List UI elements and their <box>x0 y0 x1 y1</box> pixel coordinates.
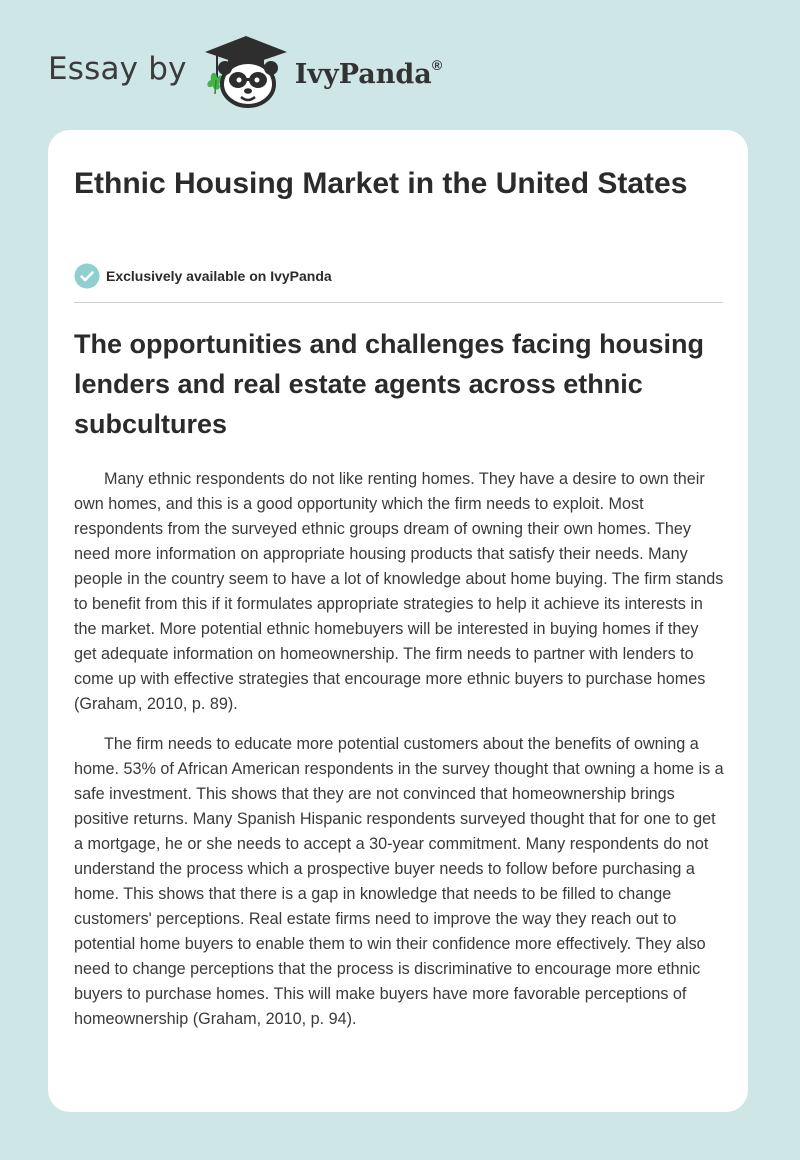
brand-name[interactable] <box>294 56 443 90</box>
essay-by-label: Essay by <box>48 51 187 87</box>
paragraph: The firm needs to educate more potential customers about the benefits of owning a home. 53% of African American respondents in the survey thought that owning a home is a safe investment. This shows that they are not convinced that homeownership brings positive returns. Many Spanish Hispanic respondents surveyed thought that for one to get a mortgage, he or she needs to accept a 30-year commitment. Many respondents do not understand the process which a prospective buyer needs to follow before purchasing a home. This shows that there is a gap in knowledge that needs to be filled to change customers' perceptions. Real estate firms need to improve the way they reach out to potential home buyers to enable them to win their confidence more effectively. They also need to change perceptions that the process is discriminative to encourage more ethnic buyers to purchase homes. This will make buyers have more favorable perceptions of homeownership (Graham, 2010, p. 94). <box>74 735 724 1028</box>
brand-name-text: IvyPanda <box>294 58 432 90</box>
site-header <box>48 34 468 110</box>
section-heading: The opportunities and challenges facing housing lenders and real estate agents across ethnic subcultures <box>74 329 705 439</box>
exclusive-badge <box>74 263 332 289</box>
check-circle-icon <box>74 263 100 289</box>
paragraph: Many ethnic respondents do not like renting homes. They have a desire to own their own homes, and this is a good opportunity which the firm needs to exploit. Most respondents from the surveyed ethnic groups dream of owning their own homes. They need more information on appropriate housing products that satisfy their needs. Many people in the country seem to have a lot of knowledge about home buying. The firm stands to benefit from this if it formulates appropriate strategies to help it achieve its interests in the market. More potential ethnic homebuyers will be interested in buying homes if they get adequate information on homeownership. The firm needs to partner with lenders to come up with effective strategies that encourage more ethnic buyers to purchase homes (Graham, 2010, p. 89). <box>74 470 724 713</box>
badge-label: Exclusively available on IvyPanda <box>106 268 332 284</box>
page-title: Ethnic Housing Market in the United States <box>74 167 688 200</box>
title-divider <box>74 302 723 303</box>
registered-mark: ® <box>431 56 443 73</box>
article-body <box>74 467 724 1047</box>
article-card <box>48 130 748 1112</box>
panda-logo-icon[interactable] <box>203 34 289 110</box>
